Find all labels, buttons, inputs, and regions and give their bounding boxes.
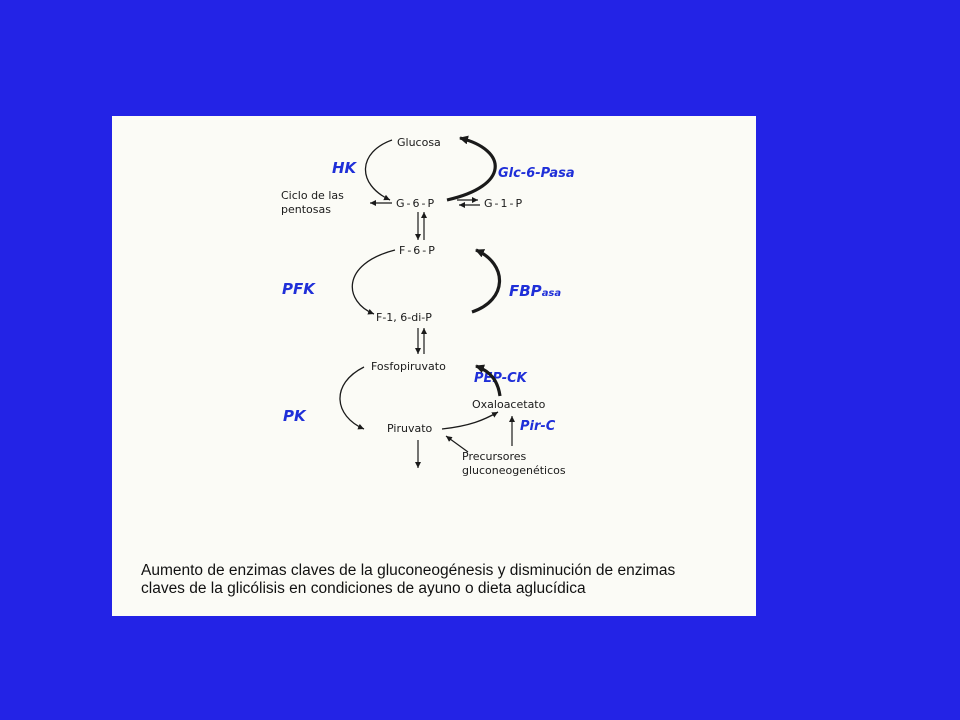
arrow-pk [340, 367, 364, 429]
enzyme-hk: HK [332, 159, 357, 177]
enzyme-pirc: Pir-C [520, 419, 556, 434]
piruvato-label: Piruvato [387, 422, 433, 435]
ciclo-pentosas-label-2: pentosas [281, 203, 331, 216]
arrow-precursores [446, 436, 468, 452]
f6p-label: F-6-P [399, 244, 437, 257]
precursores-label-2: gluconeogenéticos [462, 464, 566, 477]
arrow-fbpasa [472, 250, 500, 312]
arrow-pirc [442, 412, 498, 429]
g6p-label: G-6-P [396, 197, 437, 210]
caption-line-1: Aumento de enzimas claves de la gluconeogénesis y disminución de enzimas [141, 562, 676, 579]
ciclo-pentosas-label-1: Ciclo de las [281, 189, 344, 202]
caption-line-2: claves de la glicólisis en condiciones de ayuno o dieta aglucídica [141, 580, 586, 597]
enzyme-glc6pasa: Glc-6-Pasa [498, 166, 575, 181]
enzyme-fbpasa-main: FBP [509, 282, 542, 300]
g1p-label: G-1-P [484, 197, 525, 210]
figure-caption [141, 562, 741, 598]
slide-card [112, 116, 756, 616]
enzyme-fbpasa [509, 282, 561, 300]
enzyme-pfk: PFK [282, 280, 315, 298]
enzyme-pk: PK [283, 407, 306, 425]
precursores-label-1: Precursores [462, 450, 527, 463]
pathway-diagram [112, 116, 756, 616]
enzyme-pepck: PEP-CK [474, 371, 527, 386]
arrow-hk [365, 140, 392, 200]
arrow-pfk [352, 250, 395, 314]
arrow-glc6pasa [447, 138, 495, 200]
f16dip-label: F-1, 6-di-P [376, 311, 432, 324]
oxaloacetato-label: Oxaloacetato [472, 398, 546, 411]
fosfopiruvato-label: Fosfopiruvato [371, 360, 446, 373]
glucosa-label: Glucosa [397, 136, 441, 149]
enzyme-fbpasa-sub: asa [541, 288, 562, 299]
